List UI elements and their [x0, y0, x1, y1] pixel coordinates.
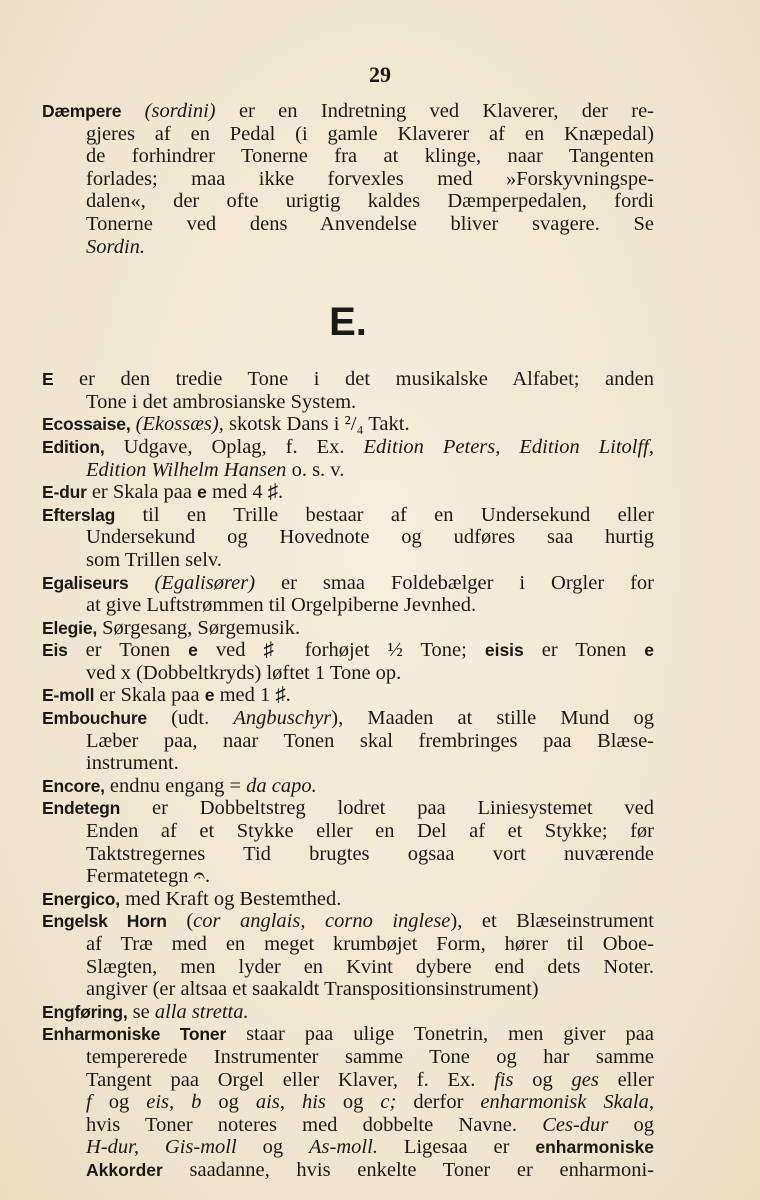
text-line [42, 797, 654, 820]
text-line [42, 1091, 654, 1114]
text-line: de forhindrer Tonerne fra at klinge, naar Tangenten [86, 145, 654, 168]
text-span: til en Trille bestaar af en Undersekund eller [115, 503, 654, 526]
text-span: er Dobbeltstreg lodret paa Liniesystemet ved [120, 797, 654, 820]
text-span: med 4 ♯. [206, 481, 284, 504]
italic-term: f [86, 1091, 92, 1114]
text-span: Tangent paa Orgel eller Klaver, f. Ex. [86, 1068, 495, 1091]
entry-enharmoniske-toner [42, 1023, 654, 1181]
text-line [42, 707, 654, 730]
text-span: er Skala paa [86, 481, 198, 504]
section-letter: E. [329, 300, 367, 345]
text-line: Tonerne ved dens Anvendelse bliver svagere. Se [86, 212, 654, 235]
text-line: instrument. [86, 752, 179, 775]
italic-term: enharmonisk Skala, [480, 1091, 654, 1114]
text-line [42, 888, 654, 911]
italic-term: Angbuschyr [233, 707, 332, 730]
headword: E-dur [42, 482, 87, 503]
text-line [42, 236, 654, 259]
text-line [42, 775, 654, 798]
note-letter: e [188, 640, 198, 661]
italic-term: fis [494, 1068, 514, 1091]
italic-term: ges [571, 1068, 599, 1091]
page-content [42, 100, 654, 1182]
note-name: eisis [484, 640, 524, 661]
text-span: saadanne, hvis enkelte Toner er enharmoni- [162, 1158, 654, 1181]
bold-term: Akkorder [86, 1159, 163, 1180]
italic-term: Edition Peters, Edition Litolff, [363, 435, 655, 458]
text-line: Læber paa, naar Tonen skal frembringes paa Blæse- [86, 729, 654, 752]
italic-term: (Ekossæs), [135, 413, 224, 436]
text-line [42, 100, 654, 123]
headword: Embouchure [42, 708, 147, 729]
headword: Enharmoniske Toner [42, 1024, 227, 1045]
text-span: skotsk Dans i ²/₄ Takt. [223, 413, 410, 436]
italic-term: c; [380, 1091, 397, 1114]
text-span: og [513, 1068, 572, 1091]
cross-reference: alla stretta. [154, 1000, 249, 1023]
text-line [42, 368, 654, 391]
text-span: er den tredie Tone i det musikalske Alfabet; anden [53, 368, 654, 391]
text-line: forlades; maa ikke forvexles med »Forskyvningspe- [86, 167, 654, 190]
text-span: og [608, 1113, 654, 1136]
headword: Eis [42, 640, 68, 661]
headword: E-moll [42, 685, 95, 706]
text-span: ( [166, 910, 194, 933]
italic-term: (sordini) [144, 100, 216, 122]
text-span: og [201, 1091, 256, 1114]
text-line [42, 436, 654, 459]
text-line [42, 617, 654, 640]
headword: Elegie, [42, 617, 98, 638]
text-line [42, 910, 654, 933]
text-line: Tone i det ambrosianske System. [86, 390, 357, 413]
headword: Ecossaise, [42, 414, 131, 435]
text-line [42, 1023, 654, 1046]
text-span: og [91, 1091, 147, 1114]
text-span: (udt. [146, 707, 234, 730]
text-line [42, 459, 654, 482]
text-span: se [127, 1000, 155, 1023]
entry-encore [42, 775, 654, 798]
text-line: angiver (er altsaa et saakaldt Transpositionsinstrument) [86, 978, 539, 1001]
text-line: Slægten, men lyder en Kvint dybere end dets Noter. [86, 955, 654, 978]
text-line: gjeres af en Pedal (i gamle Klaverer af en Knæpedal) [86, 122, 654, 145]
italic-term: Edition Wilhelm Hansen [86, 458, 287, 481]
italic-term: cor anglais, corno inglese [193, 910, 451, 933]
text-span: Udgave, Oplag, f. Ex. [104, 435, 364, 458]
text-line [42, 1001, 654, 1024]
headword: Efterslag [42, 504, 116, 525]
entry-elegie [42, 617, 654, 640]
text-span: ), Maaden at stille Mund og [331, 707, 654, 730]
text-line: tempererede Instrumenter samme Tone og har samme [86, 1045, 654, 1068]
italic-term: eis, b [146, 1091, 202, 1114]
entry-egaliseurs [42, 572, 654, 617]
text-span: er smaa Foldebælger i Orgler for [255, 571, 654, 594]
text-line: Fermatetegn 𝄐. [86, 865, 211, 888]
text-line [42, 504, 654, 527]
text-line: af Træ med en meget krumbøjet Form, hører til Oboe- [86, 933, 654, 955]
italic-term: (Egalisører) [154, 571, 256, 594]
italic-term: H-dur, Gis-moll [86, 1136, 237, 1159]
text-span: eller [598, 1068, 654, 1091]
entry-embouchure [42, 707, 654, 775]
text-line: Taktstregernes Tid brugtes ogsaa vort nuværende [86, 842, 654, 865]
entry-engforing [42, 1001, 654, 1024]
headword: Endetegn [42, 798, 121, 819]
entry-efterslag [42, 504, 654, 572]
text-line [42, 639, 654, 662]
headword: E [42, 369, 54, 390]
bold-term: enharmoniske [535, 1137, 655, 1158]
headword: Engføring, [42, 1001, 128, 1022]
text-line [42, 1069, 654, 1092]
note-letter: e [204, 685, 215, 706]
text-line [42, 1159, 654, 1182]
text-line [42, 1136, 654, 1159]
entry-e [42, 368, 654, 413]
page-number: 29 [369, 62, 391, 87]
text-line: Undersekund og Hovednote og udføres saa hurtig [86, 526, 654, 549]
note-letter: e [197, 482, 207, 503]
cross-reference: Sordin. [86, 235, 146, 258]
text-span: og [236, 1136, 309, 1159]
headword: Encore, [42, 775, 105, 796]
text-span: o. s. v. [286, 458, 345, 481]
headword: Dæmpere [42, 101, 122, 121]
text-span: endnu engang = [104, 774, 247, 797]
note-letter: e [644, 640, 655, 661]
text-span: staar paa ulige Tonetrin, men giver paa [226, 1023, 655, 1046]
entry-ecossaise [42, 413, 654, 436]
text-span: derfor [396, 1091, 481, 1114]
text-span: ), et Blæseinstrument [450, 910, 654, 933]
italic-term: As-moll. [309, 1136, 378, 1159]
entry-eis [42, 639, 654, 684]
text-line [42, 413, 654, 436]
headword: Egaliseurs [42, 572, 129, 593]
text-span: Sørgesang, Sørgemusik. [97, 616, 301, 639]
headword: Edition, [42, 436, 105, 457]
text-span: er Tonen [523, 639, 645, 662]
entry-e-dur [42, 481, 654, 504]
entry-e-moll [42, 684, 654, 707]
text-span: er Tonen [67, 639, 189, 662]
text-line: ved x (Dobbeltkryds) løftet 1 Tone op. [86, 661, 402, 684]
text-line: som Trillen selv. [86, 548, 222, 571]
text-line [42, 1114, 654, 1137]
text-span: med Kraft og Bestemthed. [119, 887, 342, 910]
entry-edition [42, 436, 654, 481]
text-span: ved ♯ forhøjet ½ Tone; [197, 639, 485, 662]
text-line: Enden af et Stykke eller en Del af et Stykke; før [86, 820, 654, 843]
entry-daempere [42, 100, 654, 258]
text-span: er en Indretning ved Klaverer, der re- [238, 100, 655, 122]
headword: Energico, [42, 888, 120, 909]
text-line: at give Luftstrømmen til Orgelpiberne Jevnhed. [86, 594, 477, 617]
text-line [42, 572, 654, 595]
italic-term: ais, his [255, 1091, 326, 1114]
text-line [42, 684, 654, 707]
entry-engelsk-horn [42, 910, 654, 1000]
entry-energico [42, 888, 654, 911]
italic-term: da capo. [246, 774, 317, 797]
text-line [42, 481, 654, 504]
text-span: Ligesaa er [377, 1136, 536, 1159]
text-line: dalen«, der ofte urigtig kaldes Dæmperpedalen, fordi [86, 190, 654, 213]
italic-term: Ces-dur [542, 1113, 609, 1136]
entry-endetegn [42, 797, 654, 887]
headword: Engelsk Horn [42, 911, 167, 932]
text-span: hvis Toner noteres med dobbelte Navne. [86, 1113, 543, 1136]
text-span: og [325, 1091, 381, 1114]
text-span: er Skala paa [94, 684, 205, 707]
text-span: med 1 ♯. [214, 684, 291, 707]
